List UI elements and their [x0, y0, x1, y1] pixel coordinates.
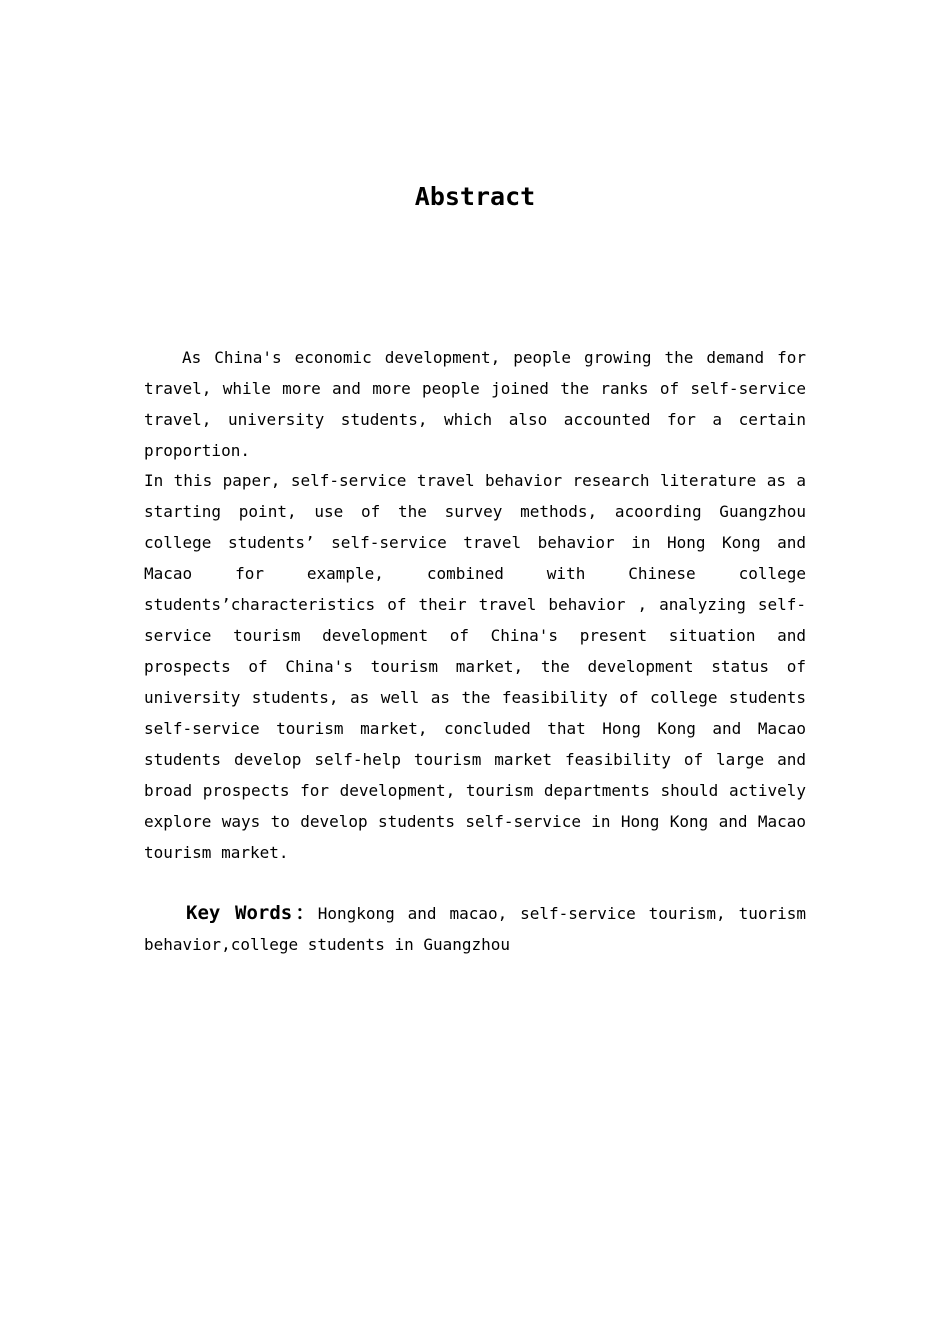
keywords-section: [144, 898, 806, 960]
keywords-text: Hongkong and macao, self-service tourism, tuorism behavior,college students in Guangzhou: [144, 904, 806, 954]
abstract-paragraph-2: In this paper, self-service travel behavior research literature as a starting point, use of the survey methods, acoording Guangzhou college students’ self-service travel behavior in Hong Kong and Macao for example, combined with Chinese college students’characteristics of their travel behavior , analyzing self-service tourism development of China's present situation and prospects of China's tourism market, the development status of university students, as well as the feasibility of college students self-service tourism market, concluded that Hong Kong and Macao students develop self-help tourism market feasibility of large and broad prospects for development, tourism departments should actively explore ways to develop students self-service in Hong Kong and Macao tourism market.: [144, 471, 806, 862]
page-title: Abstract: [414, 182, 536, 211]
keywords-label: Key Words：: [186, 902, 318, 924]
abstract-paragraph-1: As China's economic development, people growing the demand for travel, while more and more people joined the ranks of self-service travel, university students, which also accounted for a certain proportion.: [144, 348, 806, 460]
